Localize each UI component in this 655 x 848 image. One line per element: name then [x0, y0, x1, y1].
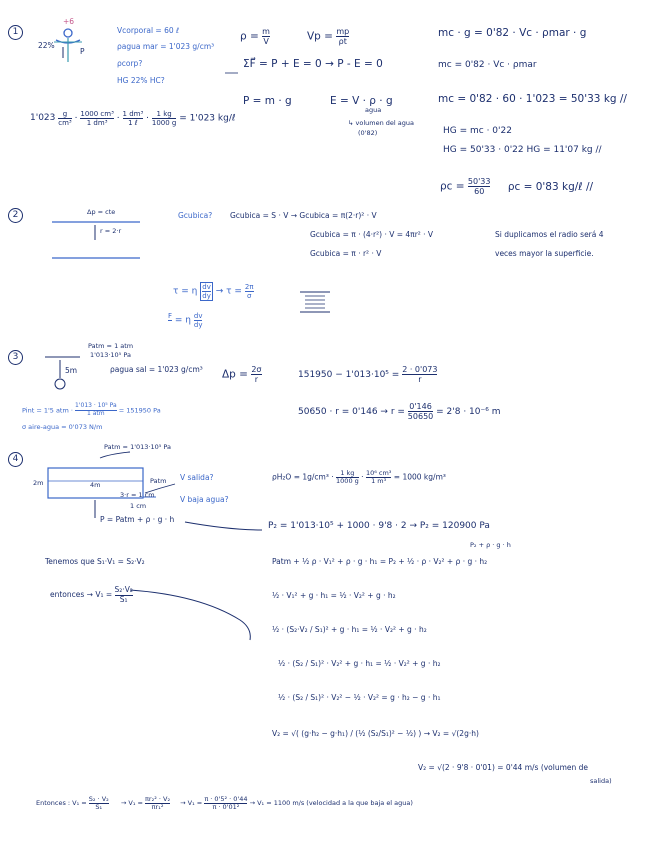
density-formula: ρ = $\frac{m}{V}$ — [240, 27, 270, 47]
bernoulli-step: ½ · (S₂·V₂ / S₁)² + g · h₁ = ½ · V₂² + g · h₂ — [272, 625, 427, 634]
orifice-label: 3·r = 1 cm — [120, 491, 155, 499]
hg-equation: HG = 50'33 · 0'22 HG = 11'07 kg // — [443, 145, 602, 155]
bernoulli-equation: Patm + ½ ρ · V₁² + ρ · g · h₁ = P₂ + ½ · ρ · V₂² + ρ · g · h₂ — [272, 557, 488, 566]
buoyancy-formula: E = V · ρ · g — [330, 95, 393, 107]
volume-note: (0'82) — [358, 129, 378, 137]
laplace-equation: 151950 − 1'013·10⁵ = $\frac{2 \cdot 0'073}{r}$ — [298, 365, 438, 385]
density-result: ρc = $\frac{50'33}{60}$ ρc = 0'83 kg/ℓ // — [440, 177, 594, 197]
hg-equation: HG = mc · 0'22 — [443, 126, 512, 136]
surface-tension: σ aire-agua = 0'073 N/m — [22, 423, 103, 431]
buoyancy-sub: agua — [365, 106, 382, 114]
problem-number: 2 — [8, 208, 23, 223]
bernoulli-step: ½ · V₁² + g · h₁ = ½ · V₂² + g · h₂ — [272, 591, 396, 600]
mass-equation: mc · g = 0'82 · Vc · ρmar · g — [438, 27, 587, 39]
bernoulli-note: P₂ + ρ · g · h — [470, 541, 511, 549]
flow-equation: Gcubica = π · r² · V — [310, 249, 382, 258]
given-line: Vcorporal = 60 ℓ — [117, 26, 180, 35]
flow-question: Gcubica? — [178, 211, 213, 220]
shear-formula: τ = η $\frac{dv}{dy}$ → τ = $\frac{2\pi}{\sigma}$ — [173, 283, 254, 301]
mass-equation: mc = 0'82 · 60 · 1'023 = 50'33 kg // — [438, 93, 627, 105]
radius-label: r = 2·r — [100, 227, 122, 235]
unit-conversion: 1'023 $\frac{g}{\text{cm³}}$ · $\frac{\text{1000 cm³}}{\text{1 dm³}}$ · 1 dm³ 1 ℓ · $\frac{1 kg}{1000 g}$ = 1'023 kg/ℓ — [30, 110, 236, 128]
atm-label: Patm — [150, 477, 167, 485]
given-line: ρcorp? — [117, 59, 143, 68]
problem-number: 1 — [8, 25, 23, 40]
force-sum: ΣF⃗ = P + E = 0 → P - E = 0 — [243, 58, 383, 70]
velocity-result: V₂ = √(2 · 9'8 · 0'01) = 0'44 m/s (volumen de — [418, 763, 589, 772]
bernoulli-step: ½ · (S₂ / S₁)² · V₂² + g · h₁ = ½ · V₂² + g · h₂ — [278, 659, 441, 668]
height-label: 2m — [33, 479, 44, 487]
flow-equation: Gcubica = π · (4·r²) · V = 4πr² · V — [310, 230, 434, 239]
volume-note: ↳ volumen del agua — [348, 119, 414, 127]
density-label: ρagua sal = 1'023 g/cm³ — [110, 365, 203, 374]
given-line: ρagua mar = 1'023 g/cm³ — [117, 42, 215, 51]
final-velocity: Entonces : V₁ = $\frac{\text{S₂ · V₂}}{\text{S₁}}$ → V₁ = $\frac{\text{πr₂² · V₂}}{\text{πr₁²}}$ → V₁ = $\frac{\text{π · 0'5² · 0'44}}{\text{π · 0'01²}}$ → V₁ = 1100 m/s (velocidad a la que baja el agua) — [36, 795, 413, 812]
velocity-question: V baja agua? — [180, 495, 229, 504]
pressure-formula: P = Patm + ρ · g · h — [100, 515, 175, 524]
atm-pressure: Patm = 1'013·10⁵ Pa — [104, 443, 172, 451]
mass-equation: mc = 0'82 · Vc · ρmar — [438, 60, 537, 70]
velocity-note: salida) — [590, 777, 612, 785]
conclusion-note: Si duplicamos el radio será 4 — [495, 230, 604, 239]
force-formula: F = η $\frac{dv}{dy}$ — [168, 312, 203, 330]
conclusion-note: veces mayor la superficie. — [495, 249, 594, 258]
continuity-result: entonces → V₁ = $\frac{\text{S₂·V₂}}{\text{S₁}}$ — [50, 585, 133, 604]
internal-pressure: Pint = 1'5 atm · 1'013 · 10⁵ Pa 1 atm = 151950 Pa — [22, 402, 161, 417]
atm-pressure: 1'013·10⁵ Pa — [90, 351, 131, 359]
density-conversion: ρH₂O = 1g/cm³ · $\frac{1 kg}{1000 g}$ · $\frac{\text{10⁶ cm³}}{\text{1 m³}}$ = 1000 kg/m³ — [272, 469, 446, 486]
problem-number: 4 — [8, 452, 23, 467]
bernoulli-step: V₂ = √( (g·h₂ − g·h₁) / (½ (S₂/S₁)² − ½) ) → V₂ = √(2g·h) — [272, 729, 479, 738]
continuity-equation: Tenemos que S₁·V₁ = S₂·V₂ — [45, 557, 145, 566]
percent-label: 22% — [38, 41, 55, 50]
weight-formula: P = m · g — [243, 95, 292, 107]
problem-number: 3 — [8, 350, 23, 365]
width-label: 4m — [90, 481, 101, 489]
depth-label: 5m — [65, 366, 78, 375]
temperature-label: +6 — [63, 17, 75, 26]
pressure-constant: Δp = cte — [87, 208, 116, 216]
vp-formula: Vp = $\frac{mp}{\rho t}$ — [307, 27, 350, 47]
velocity-question: V salida? — [180, 473, 214, 482]
orifice-radius: 1 cm — [130, 502, 147, 510]
radius-result: 50650 · r = 0'146 → r = $\frac{0'146}{50650}$ = 2'8 · 10⁻⁶ m — [298, 402, 501, 422]
weight-label: P — [80, 47, 85, 56]
pressure-result: P₂ = 1'013·10⁵ + 1000 · 9'8 · 2 → P₂ = 120900 Pa — [268, 521, 490, 531]
flow-equation: Gcubica = S · V → Gcubica = π(2·r)² · V — [230, 211, 377, 220]
laplace-formula: Δp = $\frac{2\sigma}{r}$ — [222, 365, 262, 385]
bernoulli-step: ½ · (S₂ / S₁)² · V₂² − ½ · V₂² = g · h₂ − g · h₁ — [278, 693, 441, 702]
atm-pressure: Patm = 1 atm — [88, 342, 134, 350]
given-line: HG 22% HC? — [117, 76, 165, 85]
